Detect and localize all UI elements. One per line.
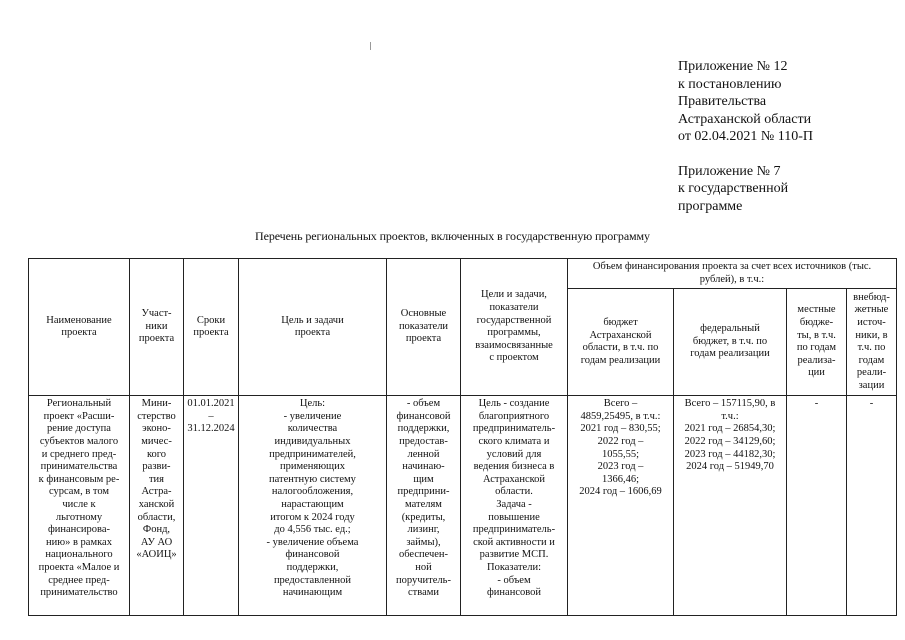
- appendix-line: Астраханской области: [678, 111, 812, 127]
- cell-terms: 01.01.2021 – 31.12.2024: [184, 396, 239, 616]
- cell-budget-local: -: [787, 396, 847, 616]
- appendix-line: к государственной: [678, 181, 789, 196]
- header-budget-local: местные бюдже- ты, в т.ч. по годам реализа- ции: [787, 289, 847, 396]
- header-indicators: Основные показатели проекта: [387, 259, 461, 396]
- header-funding: Объем финансирования проекта за счет всех источников (тыс. рублей), в т.ч.:: [568, 259, 897, 289]
- document-title: Перечень региональных проектов, включенных в государственную программу: [255, 229, 650, 243]
- header-name: Наименование проекта: [29, 259, 130, 396]
- cell-participants: Мини- стерство эконо- мичес- кого разви- тия Астра- ханской области, Фонд, АУ АО «АОИЦ»: [130, 396, 184, 616]
- cell-budget-extra: -: [847, 396, 897, 616]
- header-participants: Участ- ники проекта: [130, 259, 184, 396]
- appendix-line: Приложение № 12: [678, 59, 788, 74]
- cell-goals: Цель: - увеличение количества индивидуальных предпринимателей, применяющих патентную систему налогообложения, нарастающим итогом к 2024 году до 4,556 тыс. ед.; - увеличение объема финансовой поддержки, предоставленной начинающим: [239, 396, 387, 616]
- projects-table: [28, 258, 897, 616]
- header-program-goals: Цели и задачи, показатели государственной программы, взаимосвязанные с проектом: [461, 259, 568, 396]
- appendix-block: [678, 58, 898, 232]
- appendix-line: к постановлению: [678, 76, 782, 92]
- appendix-line: Приложение № 7: [678, 163, 781, 179]
- appendix-line: Правительства: [678, 94, 767, 109]
- header-terms: Сроки проекта: [184, 259, 239, 396]
- table-row: [29, 396, 897, 616]
- appendix-12: [678, 58, 898, 146]
- cell-budget-federal: Всего – 157115,90, в т.ч.: 2021 год – 26854,30; 2022 год – 34129,60; 2023 год – 44182,30; 2024 год – 51949,70: [674, 396, 787, 616]
- appendix-line: программе: [678, 198, 743, 214]
- appendix-7: [678, 163, 898, 216]
- cell-budget-regional: Всего – 4859,25495, в т.ч.: 2021 год – 830,55; 2022 год – 1055,55; 2023 год – 1366,46; 2024 год – 1606,69: [568, 396, 674, 616]
- scan-speck: [370, 42, 371, 50]
- appendix-line: от 02.04.2021 № 110-П: [678, 129, 814, 144]
- header-budget-federal: федеральный бюджет, в т.ч. по годам реализации: [674, 289, 787, 396]
- header-budget-extra: внебюд- жетные источ- ники, в т.ч. по годам реали- зации: [847, 289, 897, 396]
- cell-name: Региональный проект «Расши- рение доступа субъектов малого и среднего пред- принимательства к финансовым ре- сурсам, в том числе к льготному финансирова- нию» в рамках национального проекта «Малое и среднее пред- принимательство: [29, 396, 130, 616]
- header-budget-regional: бюджет Астраханской области, в т.ч. по годам реализации: [568, 289, 674, 396]
- header-goals: Цель и задачи проекта: [239, 259, 387, 396]
- cell-program-goals: Цель - создание благоприятного предприниматель- ского климата и условий для ведения бизнеса в Астраханской области. Задача - повышение предприниматель- ской активности и развитие МСП. Показатели: - объем финансовой: [461, 396, 568, 616]
- cell-indicators: - объем финансовой поддержки, предостав- ленной начинаю- щим предприни- мателям (кредиты, лизинг, займы), обеспечен- ной поручитель- ствами: [387, 396, 461, 616]
